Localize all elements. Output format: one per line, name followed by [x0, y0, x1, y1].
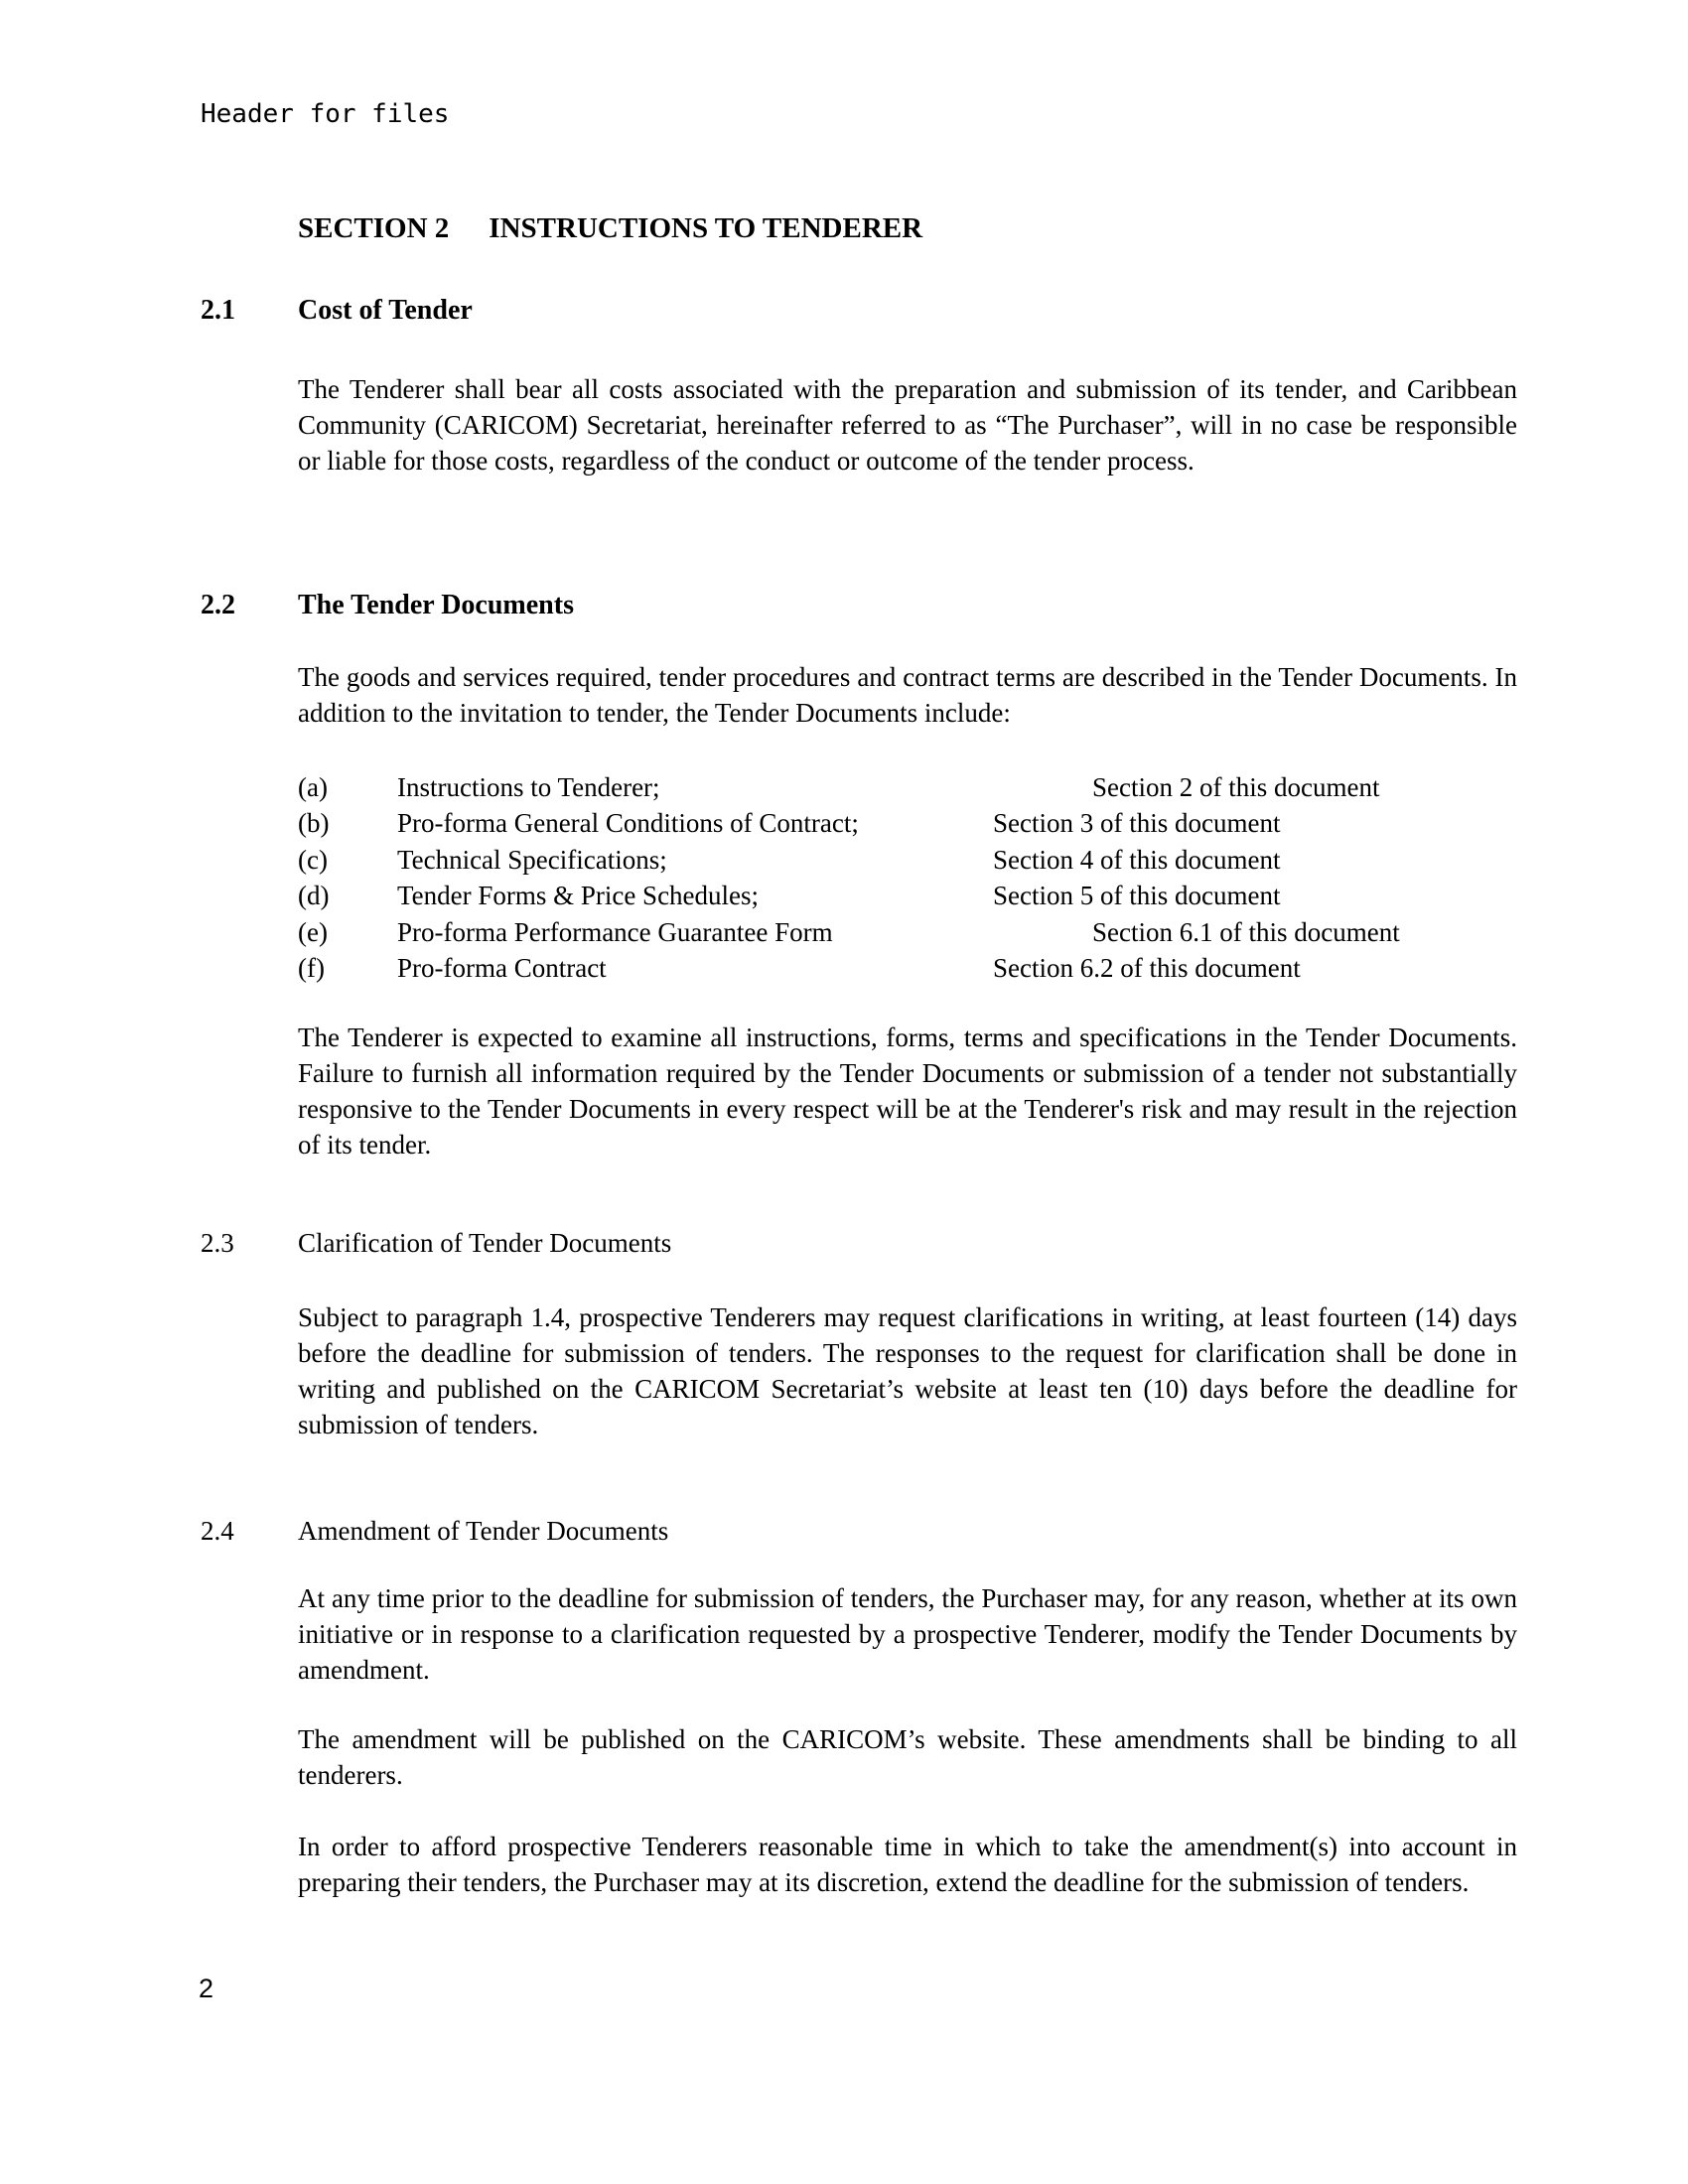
heading-number: 2.1 [201, 295, 235, 326]
list-item-text: Tender Forms & Price Schedules; [397, 881, 760, 910]
heading-number: 2.3 [201, 1228, 234, 1258]
paragraph-2-3: Subject to paragraph 1.4, prospective Tenderers may request clarifications in writing, at least fourteen (14) days before the deadline for submission of tenders. The responses to the request for clarification shall be done in writing and published on the CARICOM Secretariat’s website at least ten (10) days before the deadline for submission of tenders. [298, 1302, 1517, 1439]
list-item-reference: Section 2 of this document [1092, 772, 1380, 802]
list-item-label: (c) [298, 845, 328, 875]
heading-number: 2.2 [201, 590, 235, 620]
list-item [298, 772, 1539, 808]
list-item-reference: Section 4 of this document [993, 845, 1281, 875]
list-item-reference: Section 5 of this document [993, 881, 1281, 910]
paragraph-2-4-b: The amendment will be published on the CARICOM’s website. These amendments shall be binding to all tenderers. [298, 1724, 1517, 1790]
section-title-number: SECTION 2 [298, 212, 450, 244]
heading-2-4 [201, 1516, 1521, 1547]
list-item-reference: Section 6.1 of this document [1092, 917, 1400, 947]
list-item [298, 808, 1539, 844]
paragraph-2-4-a: At any time prior to the deadline for submission of tenders, the Purchaser may, for any reason, whether at its own initiative or in response to a clarification requested by a prospective Tenderer, modify the Tender Documents by amendment. [298, 1583, 1517, 1685]
paragraph-2-4-c: In order to afford prospective Tenderers reasonable time in which to take the amendment(s) into account in preparing their tenders, the Purchaser may at its discretion, extend the deadline for the submission of tenders. [298, 1832, 1517, 1897]
heading-text: The Tender Documents [298, 590, 574, 620]
list-item [298, 953, 1539, 989]
heading-text: Cost of Tender [298, 295, 473, 326]
list-item-label: (f) [298, 953, 325, 983]
heading-2-1 [201, 295, 1521, 327]
paragraph-2-1: The Tenderer shall bear all costs associated with the preparation and submission of its tender, and Caribbean Community (CARICOM) Secretariat, hereinafter referred to as “The Purchaser”, will in no case be responsible or liable for those costs, regardless of the conduct or outcome of the tender process. [298, 374, 1517, 476]
list-item [298, 917, 1539, 953]
list-item-text: Pro-forma Contract [397, 953, 607, 983]
list-item [298, 845, 1539, 881]
list-item-label: (d) [298, 881, 330, 910]
list-item-label: (e) [298, 917, 328, 947]
section-title [298, 212, 922, 245]
section-title-text: INSTRUCTIONS TO TENDERER [489, 212, 923, 244]
list-item-text: Pro-forma Performance Guarantee Form [397, 917, 833, 947]
list-item-label: (b) [298, 808, 330, 838]
list-item-label: (a) [298, 772, 328, 802]
heading-text: Clarification of Tender Documents [298, 1228, 672, 1258]
heading-text: Amendment of Tender Documents [298, 1516, 669, 1546]
paragraph-2-2-outro: The Tenderer is expected to examine all instructions, forms, terms and specifications in the Tender Documents. Failure to furnish all information required by the Tender Documents or submission of a tender not substantially responsive to the Tender Documents in every respect will be at the Tenderer's risk and may result in the rejection of its tender. [298, 1023, 1517, 1160]
list-item-text: Instructions to Tenderer; [397, 772, 660, 802]
tender-documents-list [298, 772, 1539, 996]
paragraph-2-2-intro: The goods and services required, tender procedures and contract terms are described in the Tender Documents. In addition to the invitation to tender, the Tender Documents include: [298, 662, 1517, 728]
list-item [298, 881, 1539, 916]
list-item-reference: Section 3 of this document [993, 808, 1281, 838]
heading-number: 2.4 [201, 1516, 234, 1546]
page-number: 2 [199, 1974, 214, 2003]
running-header: Header for files [201, 99, 450, 129]
list-item-text: Pro-forma General Conditions of Contract; [397, 808, 859, 838]
heading-2-2 [201, 590, 1521, 621]
heading-2-3 [201, 1228, 1521, 1259]
list-item-reference: Section 6.2 of this document [993, 953, 1301, 983]
list-item-text: Technical Specifications; [397, 845, 667, 875]
